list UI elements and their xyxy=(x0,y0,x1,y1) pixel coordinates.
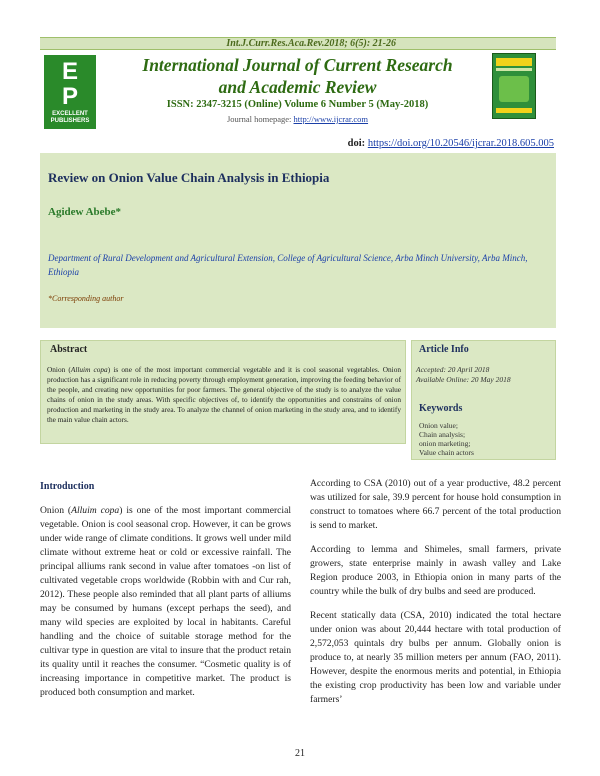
article-title: Review on Onion Value Chain Analysis in Ethiopia xyxy=(48,170,330,185)
abstract-text xyxy=(47,365,401,425)
abstract-text-prefix: Onion ( xyxy=(47,365,71,374)
accepted-date: Accepted: 20 April 2018 xyxy=(416,365,490,374)
corresponding-author-note: *Corresponding author xyxy=(48,294,124,303)
keyword-item: Value chain actors xyxy=(419,448,474,457)
paragraph-text: ) is one of the most important commercial vegetable. Onion is cool seasonal crop. However, it can be grows under wide range of climate conditions. It grows well under mild climate without extreme heat or cold or excessive rainfall. The principal alliums rank second in value after tomatoes -on list of cultivated vegetable crops worldwide (Robbin with and Cur rah, 2012). These people also reminded that all plant parts of alliums may be consumed by humans (except perhaps the seed), and many wild species are exploited by local in habitants. Careful handling and the choice of suitable storage method for the cultivar type in question are vital to insure that the product retain its quality until it reaches the consumer. “Cosmetic quality is of increasing importance in competitive market. The product is produced both consumption and market. xyxy=(40,505,291,698)
body-paragraph: Recent statically data (CSA, 2010) indicated the total hectare under onion was about 20,444 hectare with total production of 2,572,053 quintals dry bulbs per annum. Globally onion is produce to, at nearly 35 million meters per annum (FAO, 2011). However, despite the enormous merits and potential, in Ethiopia the existing crop productivity has been low and variable under farmers’ xyxy=(310,610,561,705)
species-name: Alluim copa xyxy=(71,505,120,516)
journal-title xyxy=(110,54,485,98)
body-paragraph: According to CSA (2010) out of a year productive, 48.2 percent was utilized for sale, 39.9 percent for house hold consumption in construct to tomatoes where 66.7 percent of the total production is send to market. xyxy=(310,478,561,531)
journal-title-line2: and Academic Review xyxy=(218,77,377,97)
doi-link[interactable]: https://doi.org/10.20546/ijcrar.2018.605.005 xyxy=(367,138,554,149)
article-info-heading: Article Info xyxy=(419,344,469,355)
page-number: 21 xyxy=(295,748,305,759)
body-column-left xyxy=(40,480,291,710)
journal-title-line1: International Journal of Current Research xyxy=(142,55,453,75)
keyword-item: Chain analysis; xyxy=(419,430,466,439)
keywords-heading: Keywords xyxy=(419,403,463,414)
body-column-right xyxy=(310,477,561,717)
body-paragraph: According to lemma and Shimeles, small farmers, private growers, state enterprise mainly in awash valley and Lake Region produce 2003, in Ethiopia onion in many parts of the country while the bulk of dry bulbs and seed are produced. xyxy=(310,544,561,597)
issn-line: ISSN: 2347-3215 (Online) Volume 6 Number 5 (May-2018) xyxy=(166,99,429,110)
author-affiliation: Department of Rural Development and Agricultural Extension, College of Agricultural Science, Arba Minch University, Arba Minch, Ethiopia xyxy=(48,253,528,277)
abstract-text-rest: ) is one of the most important commercial vegetable and it is cool seasonal vegetables. Onion production has a significant role in reducing poverty through employment generation, improving the feeding behavior of the people, and creating new opportunities for poor farmers. The general objective of the study is to analyze the value chains of onion in the study areas. With specific objectives of, to identify the opportunities and constrains of onion production and marketing in the study area. To analyze the channel of onion marketing in the study area, and to identify the main value chain actors. xyxy=(47,365,402,424)
logo-text: EXCELLENT PUBLISHERS xyxy=(50,111,90,124)
journal-homepage xyxy=(110,114,485,124)
keywords-list xyxy=(419,421,474,457)
journal-cover-thumbnail xyxy=(492,53,536,119)
logo-letters: E P xyxy=(61,58,78,110)
doi-line xyxy=(348,138,554,149)
online-date: Available Online: 20 May 2018 xyxy=(416,375,511,384)
doi-label: doi: xyxy=(347,138,368,149)
introduction-heading: Introduction xyxy=(40,481,95,492)
paragraph-text: Onion ( xyxy=(40,505,72,516)
homepage-link[interactable]: http://www.ijcrar.com xyxy=(293,114,369,124)
publisher-logo xyxy=(44,55,96,129)
homepage-label: Journal homepage: xyxy=(226,114,294,124)
abstract-heading: Abstract xyxy=(50,344,88,355)
keyword-item: Onion value; xyxy=(419,421,458,430)
author-name: Agidew Abebe* xyxy=(48,206,122,218)
abstract-species: Alluim copa xyxy=(70,365,108,374)
keyword-item: onion marketing; xyxy=(419,439,471,448)
body-paragraph xyxy=(40,504,291,700)
running-head: Int.J.Curr.Res.Aca.Rev.2018; 6(5): 21-26 xyxy=(40,37,556,50)
